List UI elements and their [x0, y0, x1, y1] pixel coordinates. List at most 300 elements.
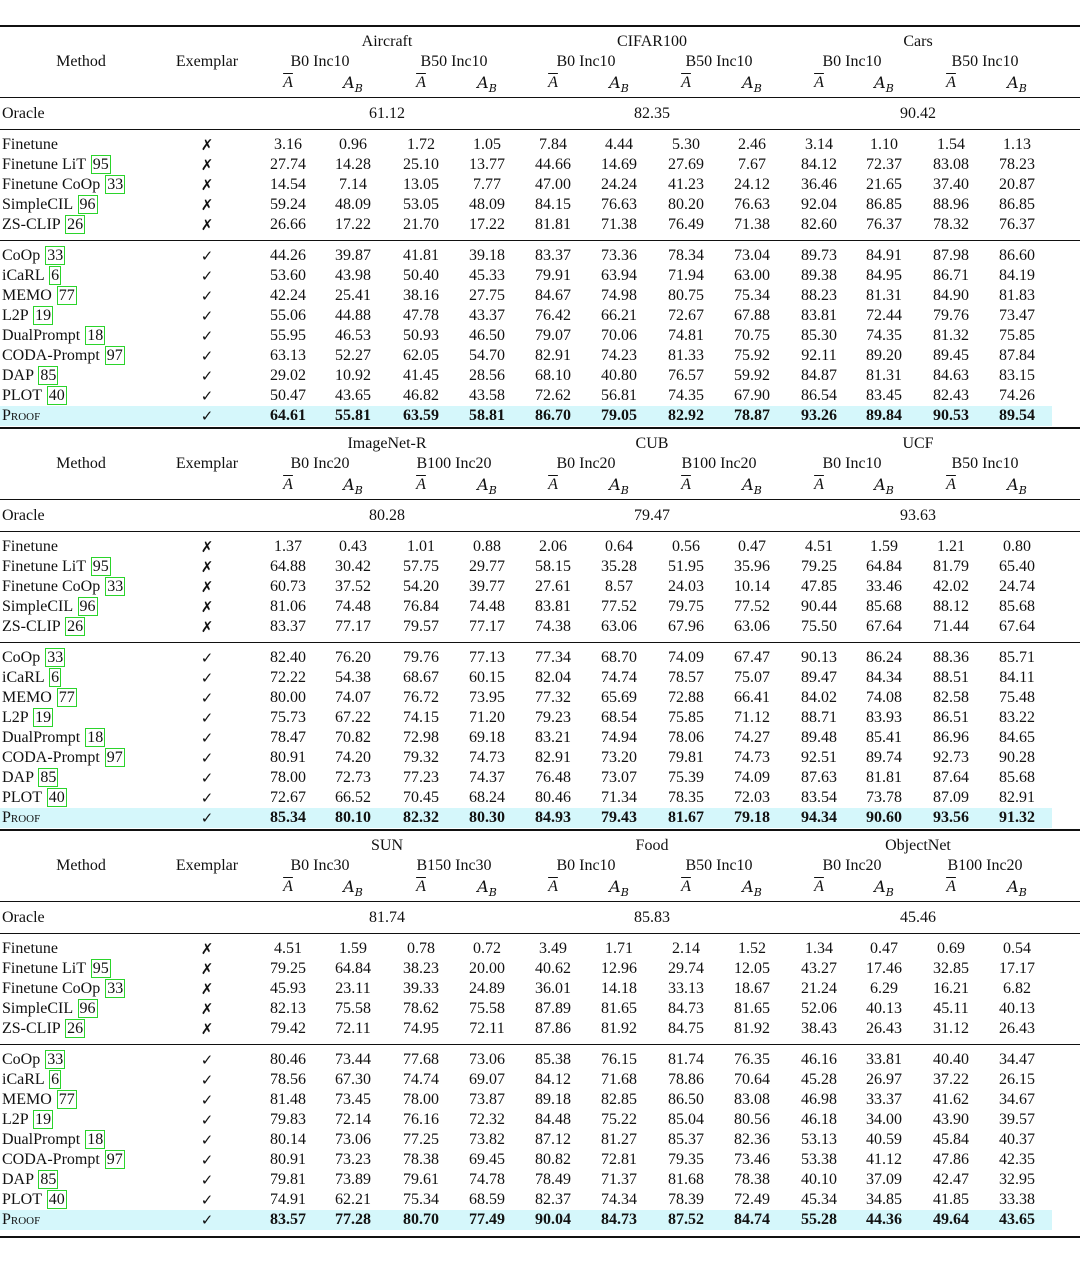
value-cell: 29.77	[469, 558, 505, 575]
value-cell: 86.50	[668, 1091, 704, 1108]
value-cell: 73.47	[999, 307, 1035, 324]
value-cell: 43.37	[469, 307, 505, 324]
value-cell: 71.68	[601, 1071, 637, 1088]
checkmark-icon: ✓	[200, 407, 214, 425]
metric-a-b-sub: B	[753, 886, 762, 900]
value-cell: 89.18	[535, 1091, 571, 1108]
citation-space	[52, 1091, 56, 1108]
value-cell: 74.94	[601, 729, 637, 746]
value-cell: 85.37	[668, 1131, 704, 1148]
value-cell: 73.78	[866, 789, 902, 806]
citation-number: 77	[58, 1091, 75, 1108]
method-label: Finetune	[2, 538, 58, 555]
value-cell: 50.93	[403, 327, 439, 344]
value-cell: 71.20	[469, 709, 505, 726]
citation-number: 33	[47, 649, 64, 666]
value-cell: 44.66	[535, 156, 571, 173]
value-cell: 89.84	[866, 407, 902, 424]
citation	[105, 748, 125, 767]
value-cell: 82.91	[999, 789, 1035, 806]
citation-number: 6	[51, 1071, 60, 1088]
value-cell: 52.06	[801, 1000, 837, 1017]
citation	[78, 597, 98, 616]
metric-a-bar: $\overline{A}$	[283, 878, 293, 895]
value-cell: 79.75	[668, 598, 704, 615]
citation-number: 40	[48, 1191, 65, 1208]
citation	[105, 1150, 125, 1169]
metric-a-b	[477, 877, 497, 900]
citation-space	[60, 1020, 64, 1037]
value-cell: 74.73	[734, 749, 770, 766]
citation	[47, 1190, 67, 1209]
metric-a-b-sub: B	[1018, 484, 1027, 498]
value-cell: 47.85	[801, 578, 837, 595]
setting-header: B0 Inc10	[822, 53, 882, 70]
value-cell: 24.12	[734, 176, 770, 193]
method-name	[2, 959, 111, 979]
oracle-value: 93.63	[900, 507, 936, 524]
value-cell: 81.65	[601, 1000, 637, 1017]
metric-a-b-sub: B	[488, 484, 497, 498]
citation	[45, 246, 65, 265]
method-header: Method	[56, 53, 106, 70]
method-name	[2, 1130, 105, 1150]
setting-header: B0 Inc10	[556, 53, 616, 70]
value-cell: 79.91	[535, 267, 571, 284]
value-cell: 81.92	[734, 1020, 770, 1037]
citation	[57, 286, 77, 305]
value-cell: 81.83	[999, 287, 1035, 304]
citation-number: 6	[51, 669, 60, 686]
citation-space	[73, 598, 77, 615]
value-cell: 53.05	[403, 196, 439, 213]
value-cell: 83.15	[999, 367, 1035, 384]
value-cell: 81.81	[866, 769, 902, 786]
value-cell: 69.18	[469, 729, 505, 746]
value-cell: 45.11	[933, 1000, 969, 1017]
value-cell: 1.01	[407, 538, 435, 555]
value-cell: 90.60	[866, 809, 902, 826]
method-label: Finetune CoOp	[2, 980, 101, 997]
value-cell: 94.34	[801, 809, 837, 826]
value-cell: 81.48	[270, 1091, 306, 1108]
value-cell: 54.20	[403, 578, 439, 595]
metric-a-b	[874, 475, 894, 498]
method-label: CoOp	[2, 1051, 41, 1068]
value-cell: 73.07	[601, 769, 637, 786]
value-cell: 84.12	[801, 156, 837, 173]
citation	[49, 1070, 61, 1089]
method-name	[2, 939, 58, 959]
value-cell: 3.16	[274, 136, 302, 153]
method-name	[2, 1190, 67, 1210]
value-cell: 0.80	[1003, 538, 1031, 555]
method-name	[2, 597, 98, 617]
method-name	[2, 748, 125, 768]
table-block	[0, 0, 1080, 425]
value-cell: 74.37	[469, 769, 505, 786]
citation	[45, 1050, 65, 1069]
method-name	[2, 708, 53, 728]
method-label: Finetune	[2, 940, 58, 957]
value-cell: 1.21	[937, 538, 965, 555]
top-rule	[0, 427, 1080, 429]
citation-space	[80, 327, 84, 344]
value-cell: 26.15	[999, 1071, 1035, 1088]
value-cell: 37.22	[933, 1071, 969, 1088]
method-name	[2, 266, 61, 286]
value-cell: 68.70	[601, 649, 637, 666]
value-cell: 25.10	[403, 156, 439, 173]
value-cell: 86.71	[933, 267, 969, 284]
metric-a-b-sub: B	[488, 886, 497, 900]
value-cell: 81.81	[535, 216, 571, 233]
value-cell: 32.95	[999, 1171, 1035, 1188]
value-cell: 82.91	[535, 749, 571, 766]
value-cell: 92.11	[801, 347, 837, 364]
method-label: SimpleCIL	[2, 196, 73, 213]
citation-number: 40	[48, 789, 65, 806]
value-cell: 83.37	[535, 247, 571, 264]
value-cell: 49.64	[933, 1211, 969, 1228]
value-cell: 45.28	[801, 1071, 837, 1088]
citation-number: 26	[67, 1020, 84, 1037]
value-cell: 80.10	[335, 809, 371, 826]
value-cell: 14.69	[601, 156, 637, 173]
citation-space	[44, 669, 48, 686]
setting-header: B0 Inc30	[290, 857, 350, 874]
value-cell: 46.53	[335, 327, 371, 344]
value-cell: 80.30	[469, 809, 505, 826]
value-cell: 58.81	[469, 407, 505, 424]
method-name	[2, 648, 65, 668]
value-cell: 27.74	[270, 156, 306, 173]
value-cell: 85.68	[999, 769, 1035, 786]
value-cell: 0.47	[870, 940, 898, 957]
dataset-header: ObjectNet	[885, 837, 951, 854]
dataset-header: SUN	[370, 837, 404, 854]
citation-number: 97	[106, 749, 123, 766]
value-cell: 47.86	[933, 1151, 969, 1168]
value-cell: 80.75	[668, 287, 704, 304]
metric-a-bar: $\overline{A}$	[946, 476, 956, 493]
citation-number: 85	[40, 769, 57, 786]
citation	[33, 1110, 53, 1129]
value-cell: 30.42	[335, 558, 371, 575]
value-cell: 34.00	[866, 1111, 902, 1128]
value-cell: 54.38	[335, 669, 371, 686]
top-rule	[0, 25, 1080, 27]
citation-number: 77	[58, 689, 75, 706]
value-cell: 18.67	[734, 980, 770, 997]
value-cell: 75.34	[734, 287, 770, 304]
value-cell: 89.74	[866, 749, 902, 766]
citation-space	[40, 247, 44, 264]
value-cell: 6.29	[870, 980, 898, 997]
value-cell: 69.45	[469, 1151, 505, 1168]
value-cell: 81.67	[668, 809, 704, 826]
value-cell: 91.32	[999, 809, 1035, 826]
value-cell: 42.35	[999, 1151, 1035, 1168]
value-cell: 41.85	[933, 1191, 969, 1208]
value-cell: 82.58	[933, 689, 969, 706]
value-cell: 78.38	[734, 1171, 770, 1188]
value-cell: 64.88	[270, 558, 306, 575]
value-cell: 72.44	[866, 307, 902, 324]
value-cell: 75.50	[801, 618, 837, 635]
value-cell: 76.48	[535, 769, 571, 786]
value-cell: 72.22	[270, 669, 306, 686]
method-name	[2, 1150, 125, 1170]
checkmark-icon: ✓	[200, 1071, 214, 1089]
value-cell: 78.39	[668, 1191, 704, 1208]
value-cell: 73.89	[335, 1171, 371, 1188]
citation-number: 18	[87, 327, 104, 344]
value-cell: 67.64	[999, 618, 1035, 635]
exemplar-header: Exemplar	[175, 455, 239, 472]
value-cell: 86.96	[933, 729, 969, 746]
value-cell: 83.45	[866, 387, 902, 404]
value-cell: 84.73	[601, 1211, 637, 1228]
value-cell: 67.90	[734, 387, 770, 404]
setting-header: B100 Inc20	[681, 455, 757, 472]
value-cell: 87.98	[933, 247, 969, 264]
citation-space	[52, 287, 56, 304]
value-cell: 14.54	[270, 176, 306, 193]
value-cell: 33.13	[668, 980, 704, 997]
value-cell: 72.62	[535, 387, 571, 404]
oracle-rule	[0, 531, 1080, 532]
value-cell: 48.09	[469, 196, 505, 213]
value-cell: 40.13	[999, 1000, 1035, 1017]
value-cell: 78.35	[668, 789, 704, 806]
value-cell: 26.43	[866, 1020, 902, 1037]
cross-icon: ✗	[200, 618, 214, 636]
metric-a-bar: $\overline{A}$	[681, 878, 691, 895]
value-cell: 70.82	[335, 729, 371, 746]
value-cell: 76.42	[535, 307, 571, 324]
metric-a-b-sub: B	[885, 886, 894, 900]
metric-a-b	[1007, 73, 1027, 96]
method-name	[2, 537, 58, 557]
value-cell: 2.14	[672, 940, 700, 957]
value-cell: 12.05	[734, 960, 770, 977]
value-cell: 32.85	[933, 960, 969, 977]
method-name	[2, 688, 77, 708]
value-cell: 69.07	[469, 1071, 505, 1088]
method-label: Finetune CoOp	[2, 578, 101, 595]
value-cell: 16.21	[933, 980, 969, 997]
oracle-value: 82.35	[634, 105, 670, 122]
method-name	[2, 668, 61, 688]
method-name	[2, 617, 85, 637]
value-cell: 72.73	[335, 769, 371, 786]
value-cell: 1.13	[1003, 136, 1031, 153]
value-cell: 34.85	[866, 1191, 902, 1208]
value-cell: 34.47	[999, 1051, 1035, 1068]
method-label: SimpleCIL	[2, 598, 73, 615]
value-cell: 55.28	[801, 1211, 837, 1228]
oracle-label: Oracle	[2, 507, 45, 524]
value-cell: 36.01	[535, 980, 571, 997]
method-label: iCaRL	[2, 669, 45, 686]
value-cell: 71.38	[734, 216, 770, 233]
value-cell: 73.23	[335, 1151, 371, 1168]
citation-space	[86, 960, 90, 977]
checkmark-icon: ✓	[200, 1171, 214, 1189]
value-cell: 88.36	[933, 649, 969, 666]
metric-a-bar: $\overline{A}$	[946, 74, 956, 91]
method-label: ZS-CLIP	[2, 216, 61, 233]
value-cell: 1.72	[407, 136, 435, 153]
value-cell: 40.59	[866, 1131, 902, 1148]
metric-a-b-sub: B	[620, 82, 629, 96]
method-name	[2, 999, 98, 1019]
citation-number: 97	[106, 347, 123, 364]
value-cell: 79.76	[933, 307, 969, 324]
value-cell: 36.46	[801, 176, 837, 193]
cross-icon: ✗	[200, 1020, 214, 1038]
method-label: DAP	[2, 769, 34, 786]
citation	[105, 175, 125, 194]
value-cell: 14.18	[601, 980, 637, 997]
value-cell: 70.75	[734, 327, 770, 344]
value-cell: 90.53	[933, 407, 969, 424]
value-cell: 63.13	[270, 347, 306, 364]
value-cell: 78.00	[403, 1091, 439, 1108]
value-cell: 74.34	[601, 1191, 637, 1208]
method-name	[2, 1090, 77, 1110]
value-cell: 21.65	[866, 176, 902, 193]
value-cell: 63.06	[601, 618, 637, 635]
value-cell: 83.08	[933, 156, 969, 173]
value-cell: 41.81	[403, 247, 439, 264]
checkmark-icon: ✓	[200, 267, 214, 285]
citation	[38, 366, 58, 385]
value-cell: 72.11	[469, 1020, 505, 1037]
method-label: Proof	[2, 1211, 41, 1228]
method-label: PLOT	[2, 387, 42, 404]
value-cell: 83.21	[535, 729, 571, 746]
setting-header: B0 Inc20	[290, 455, 350, 472]
value-cell: 10.14	[734, 578, 770, 595]
value-cell: 67.47	[734, 649, 770, 666]
value-cell: 90.13	[801, 649, 837, 666]
citation	[57, 688, 77, 707]
value-cell: 90.04	[535, 1211, 571, 1228]
value-cell: 76.63	[601, 196, 637, 213]
citation-number: 33	[107, 980, 124, 997]
method-label: DualPrompt	[2, 1131, 81, 1148]
citation-space	[86, 156, 90, 173]
value-cell: 0.72	[473, 940, 501, 957]
method-name	[2, 215, 85, 235]
value-cell: 74.38	[535, 618, 571, 635]
value-cell: 79.35	[668, 1151, 704, 1168]
metric-a-b-sub: B	[753, 82, 762, 96]
checkmark-icon: ✓	[200, 669, 214, 687]
value-cell: 73.46	[734, 1151, 770, 1168]
value-cell: 77.23	[403, 769, 439, 786]
method-label: iCaRL	[2, 1071, 45, 1088]
value-cell: 40.40	[933, 1051, 969, 1068]
method-label: MEMO	[2, 287, 52, 304]
value-cell: 75.92	[734, 347, 770, 364]
cross-icon: ✗	[200, 176, 214, 194]
value-cell: 84.48	[535, 1111, 571, 1128]
header-rule	[0, 499, 1080, 500]
value-cell: 39.57	[999, 1111, 1035, 1128]
value-cell: 83.54	[801, 789, 837, 806]
method-label: PLOT	[2, 789, 42, 806]
value-cell: 37.52	[335, 578, 371, 595]
cross-icon: ✗	[200, 1000, 214, 1018]
setting-header: B0 Inc20	[556, 455, 616, 472]
value-cell: 89.20	[866, 347, 902, 364]
value-cell: 84.95	[866, 267, 902, 284]
value-cell: 2.06	[539, 538, 567, 555]
metric-a-bar: $\overline{A}$	[283, 476, 293, 493]
citation	[65, 617, 85, 636]
metric-a-b	[343, 475, 363, 498]
value-cell: 7.67	[738, 156, 766, 173]
value-cell: 74.78	[469, 1171, 505, 1188]
value-cell: 84.75	[668, 1020, 704, 1037]
value-cell: 39.77	[469, 578, 505, 595]
value-cell: 39.87	[335, 247, 371, 264]
metric-a-b-sub: B	[354, 82, 363, 96]
value-cell: 1.71	[605, 940, 633, 957]
value-cell: 88.51	[933, 669, 969, 686]
value-cell: 3.49	[539, 940, 567, 957]
citation-number: 95	[92, 558, 109, 575]
value-cell: 79.61	[403, 1171, 439, 1188]
value-cell: 80.46	[270, 1051, 306, 1068]
citation-space	[28, 1111, 32, 1128]
value-cell: 83.08	[734, 1091, 770, 1108]
value-cell: 85.34	[270, 809, 306, 826]
value-cell: 85.30	[801, 327, 837, 344]
value-cell: 1.37	[274, 538, 302, 555]
method-label: L2P	[2, 307, 29, 324]
dataset-header: CIFAR100	[617, 33, 687, 50]
cross-icon: ✗	[200, 196, 214, 214]
value-cell: 67.30	[335, 1071, 371, 1088]
citation	[57, 1090, 77, 1109]
value-cell: 0.47	[738, 538, 766, 555]
value-cell: 33.38	[999, 1191, 1035, 1208]
value-cell: 76.57	[668, 367, 704, 384]
method-name	[2, 577, 125, 597]
value-cell: 74.35	[866, 327, 902, 344]
value-cell: 82.13	[270, 1000, 306, 1017]
value-cell: 72.37	[866, 156, 902, 173]
dataset-header: CUB	[635, 435, 669, 452]
metric-a-bar: $\overline{A}$	[681, 74, 691, 91]
value-cell: 45.84	[933, 1131, 969, 1148]
setting-header: B50 Inc10	[420, 53, 488, 70]
citation	[105, 577, 125, 596]
value-cell: 85.68	[866, 598, 902, 615]
value-cell: 85.71	[999, 649, 1035, 666]
group-rule	[0, 240, 1080, 241]
value-cell: 72.32	[469, 1111, 505, 1128]
value-cell: 43.90	[933, 1111, 969, 1128]
method-label: ZS-CLIP	[2, 1020, 61, 1037]
value-cell: 73.87	[469, 1091, 505, 1108]
value-cell: 74.07	[335, 689, 371, 706]
value-cell: 84.12	[535, 1071, 571, 1088]
